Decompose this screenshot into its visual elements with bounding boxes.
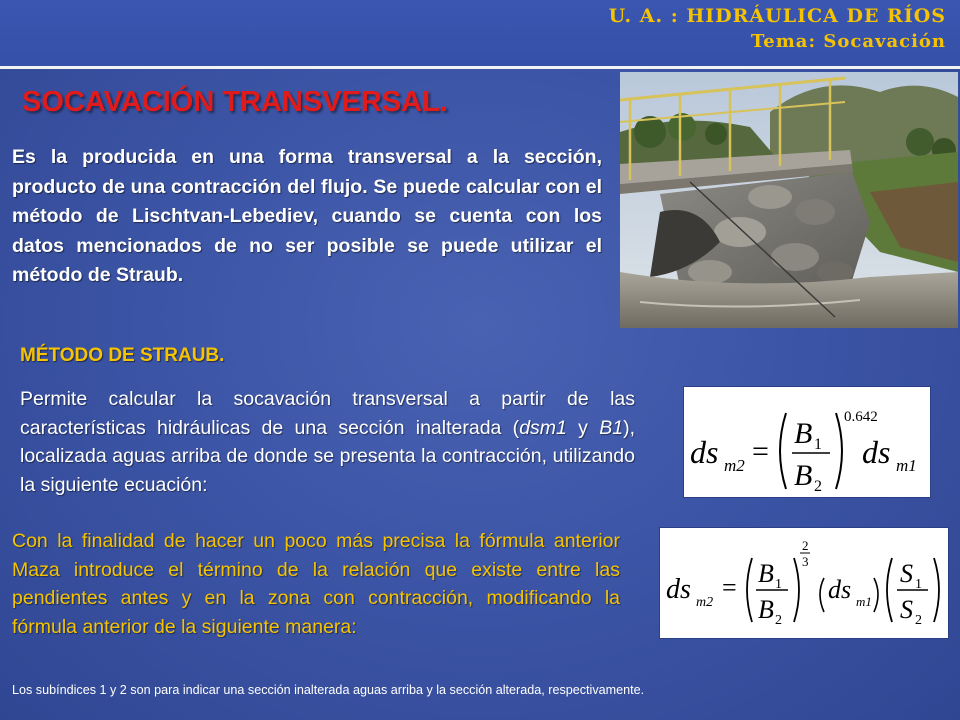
eq2-s-den-sub: 2 <box>915 613 922 628</box>
slide-title: SOCAVACIÓN TRANSVERSAL. <box>22 86 448 118</box>
eq2-s-right-paren <box>934 558 939 622</box>
eq2-right-paren <box>794 558 799 622</box>
straub-conjunction: y <box>566 416 600 439</box>
bridge-scour-illustration <box>620 72 958 328</box>
eq2-equals: = <box>722 573 737 602</box>
eq2-den-sub: 2 <box>775 613 782 628</box>
eq2-mid-left-paren <box>820 578 824 612</box>
eq2-s-num-sub: 1 <box>915 577 922 592</box>
straub-text-before: Permite calcular la socavación transversal a partir de las características hidráulicas de una sección inalterada ( <box>20 388 635 439</box>
eq2-s-num-base: S <box>900 559 913 588</box>
eq2-exp-den: 3 <box>802 554 809 569</box>
eq2-left-paren <box>747 558 752 622</box>
footnote: Los subíndices 1 y 2 son para indicar una sección inalterada aguas arriba y la sección alterada, respectivamente. <box>12 683 645 697</box>
eq2-mid-right-paren <box>874 578 878 612</box>
eq1-equals: = <box>752 435 769 468</box>
eq1-exponent: 0.642 <box>844 409 878 425</box>
eq1-right-paren <box>836 413 842 489</box>
straub-paragraph <box>20 385 635 499</box>
eq1-num-sub: 1 <box>814 436 822 453</box>
eq1-rhs-base: ds <box>862 434 891 470</box>
eq1-rhs-sub: m1 <box>896 456 917 475</box>
maza-equation <box>659 527 949 639</box>
intro-paragraph: Es la producida en una forma transversal a la sección, producto de una contracción del flujo. Se puede calcular con el método de Lischtvan-Lebediev, cuando se cuenta con los datos mencionados de no ser posible se puede utilizar el método de Straub. <box>12 146 602 286</box>
eq1-num-base: B <box>794 417 813 450</box>
maza-paragraph: Con la finalidad de hacer un poco más precisa la fórmula anterior Maza introduce el término de la relación que existe entre las pendientes antes y en la zona con contracción, modificando la fórmula anterior de la siguiente manera: <box>12 530 620 638</box>
eq1-den-base: B <box>794 459 813 492</box>
course-name: U. A. : HIDRÁULICA DE RÍOS <box>608 5 946 27</box>
bridge-scour-photo <box>620 72 958 328</box>
eq2-s-left-paren <box>887 558 892 622</box>
straub-equation <box>683 386 931 498</box>
straub-var-dsm1: dsm1 <box>519 416 567 439</box>
eq2-mid-base: ds <box>828 575 852 604</box>
course-header <box>609 4 946 54</box>
eq1-lhs-base: ds <box>690 434 719 470</box>
straub-heading: MÉTODO DE STRAUB. <box>20 345 225 366</box>
eq2-s-den-base: S <box>900 595 913 624</box>
eq2-den-base: B <box>758 595 774 624</box>
eq2-mid-sub: m1 <box>856 594 872 609</box>
topic-name: Tema: Socavación <box>750 31 946 52</box>
maza-equation-svg <box>660 528 950 640</box>
eq2-lhs-base: ds <box>666 574 691 605</box>
straub-equation-svg <box>684 387 932 499</box>
eq1-left-paren <box>780 413 786 489</box>
eq2-num-sub: 1 <box>775 577 782 592</box>
header-divider <box>0 66 960 69</box>
eq2-exp-num: 2 <box>802 538 809 553</box>
straub-var-b1: B1 <box>599 416 624 439</box>
eq1-lhs-sub: m2 <box>724 456 745 475</box>
eq2-num-base: B <box>758 559 774 588</box>
straub-text-after: ), localizada aguas arriba de donde se presenta la contracción, utilizando la siguiente ecuación: <box>20 416 635 496</box>
eq2-lhs-sub: m2 <box>696 595 714 610</box>
eq1-den-sub: 2 <box>814 478 822 495</box>
